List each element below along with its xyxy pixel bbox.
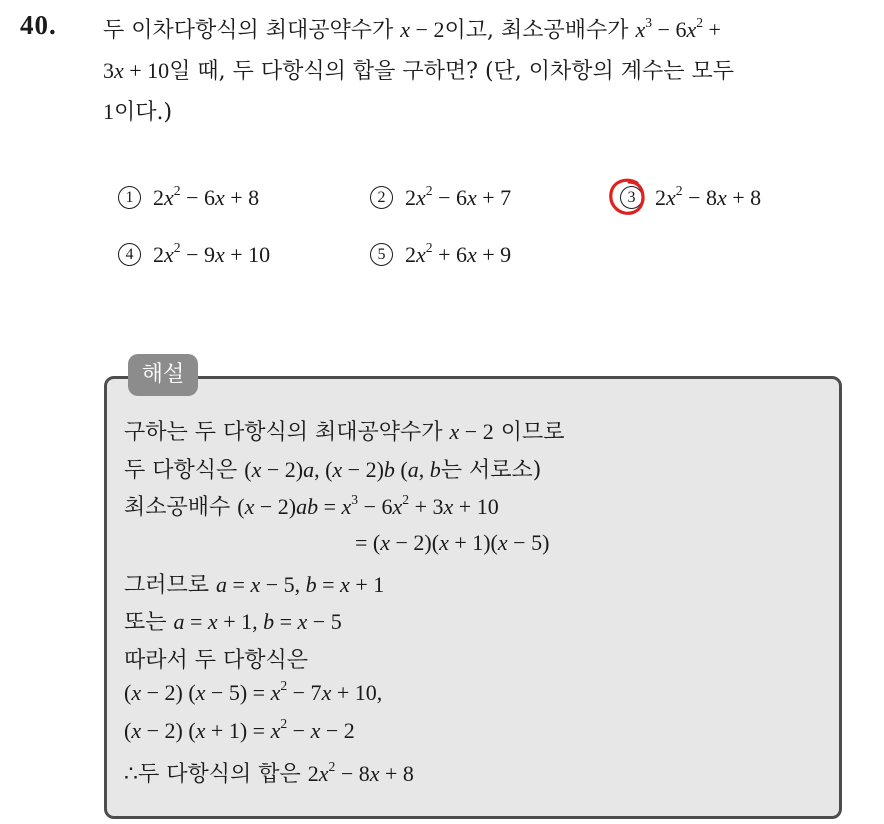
question-line-1 bbox=[103, 13, 721, 44]
choice-expression: $2x^2 + 6x + 9$ bbox=[405, 240, 512, 267]
choice-number: 1 bbox=[118, 186, 141, 209]
question-text-part: 이다.) bbox=[114, 100, 173, 125]
choice-5[interactable] bbox=[370, 242, 511, 268]
choice-number: 5 bbox=[370, 243, 393, 266]
solution-line-3: 최소공배수 $(x - 2)ab = x^3 - 6x^2 + 3x + 10$ bbox=[124, 492, 499, 520]
choice-4[interactable] bbox=[118, 242, 270, 268]
solution-line-7: 따라서 두 다항식은 bbox=[124, 648, 309, 673]
solution-line-1: 구하는 두 다항식의 최대공약수가 x − 2 이므로 bbox=[124, 419, 565, 445]
choice-expression: $2x^2 - 8x + 8$ bbox=[655, 183, 762, 210]
answer-circle-mark bbox=[607, 177, 647, 217]
choice-number: 3 bbox=[620, 186, 643, 209]
solution-line-10: ∴두 다항식의 합은 $2x^2 - 8x + 8$ bbox=[124, 759, 414, 787]
solution-line-8: (x − 2) $(x - 5) = x^2 - 7x + 10$, bbox=[124, 678, 383, 705]
question-lcm-tail: 3x + 10 bbox=[103, 58, 170, 83]
solution-line-5: 그러므로 a = x − 5, b = x + 1 bbox=[124, 572, 385, 598]
choice-expression: $2x^2 - 6x + 8$ bbox=[153, 183, 260, 210]
solution-line-9: (x − 2) $(x + 1) = x^2 - x - 2$ bbox=[124, 716, 355, 743]
solution-tab-label: 해설 bbox=[128, 354, 198, 396]
question-lcm: $x^3 - 6x^2$ + bbox=[635, 15, 721, 42]
question-line-2 bbox=[103, 54, 734, 85]
solution-line-4: = (x − 2)(x + 1)(x − 5) bbox=[355, 530, 550, 555]
question-text-part: 두 이차다항식의 최대공약수가 bbox=[103, 18, 394, 43]
choice-2[interactable] bbox=[370, 185, 511, 211]
question-number: 40. bbox=[20, 10, 57, 40]
question-text-part: 일 때, 두 다항식의 합을 구하면? (단, 이차항의 계수는 모두 bbox=[169, 59, 735, 84]
question-one: 1 bbox=[103, 99, 114, 124]
choice-1[interactable] bbox=[118, 185, 259, 211]
choice-expression: $2x^2 - 6x + 7$ bbox=[405, 183, 512, 210]
choice-expression: $2x^2 - 9x + 10$ bbox=[153, 240, 271, 267]
question-text-part: 이고, 최소공배수가 bbox=[444, 18, 629, 43]
solution-line-2: 두 다항식은 (x − 2)a, (x − 2)b (a, b는 서로소) bbox=[124, 457, 542, 483]
question-gcd: x − 2 bbox=[400, 17, 445, 42]
question-line-3 bbox=[103, 95, 172, 126]
solution-line-6: 또는 a = x + 1, b = x − 5 bbox=[124, 609, 342, 635]
choice-number: 2 bbox=[370, 186, 393, 209]
choice-number: 4 bbox=[118, 243, 141, 266]
